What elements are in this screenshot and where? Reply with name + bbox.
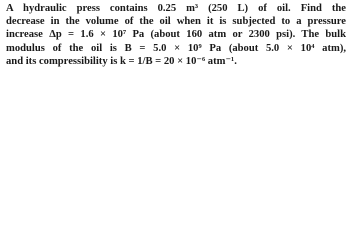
- problem-line-5: and its compressibility is k = 1/B = 20 × 10⁻⁶ atm⁻¹.: [6, 55, 237, 67]
- problem-line-2: decrease in the volume of the oil when it is subjected to a pressure: [6, 16, 346, 28]
- problem-text: [6, 2, 346, 68]
- problem-line-3: increase Δp = 1.6 × 10⁷ Pa (about 160 atm or 2300 psi). The bulk: [6, 29, 346, 41]
- problem-line-4: modulus of the oil is B = 5.0 × 10⁹ Pa (about 5.0 × 10⁴ atm),: [6, 42, 346, 54]
- problem-line-1: A hydraulic press contains 0.25 m³ (250 L) of oil. Find the: [6, 3, 346, 14]
